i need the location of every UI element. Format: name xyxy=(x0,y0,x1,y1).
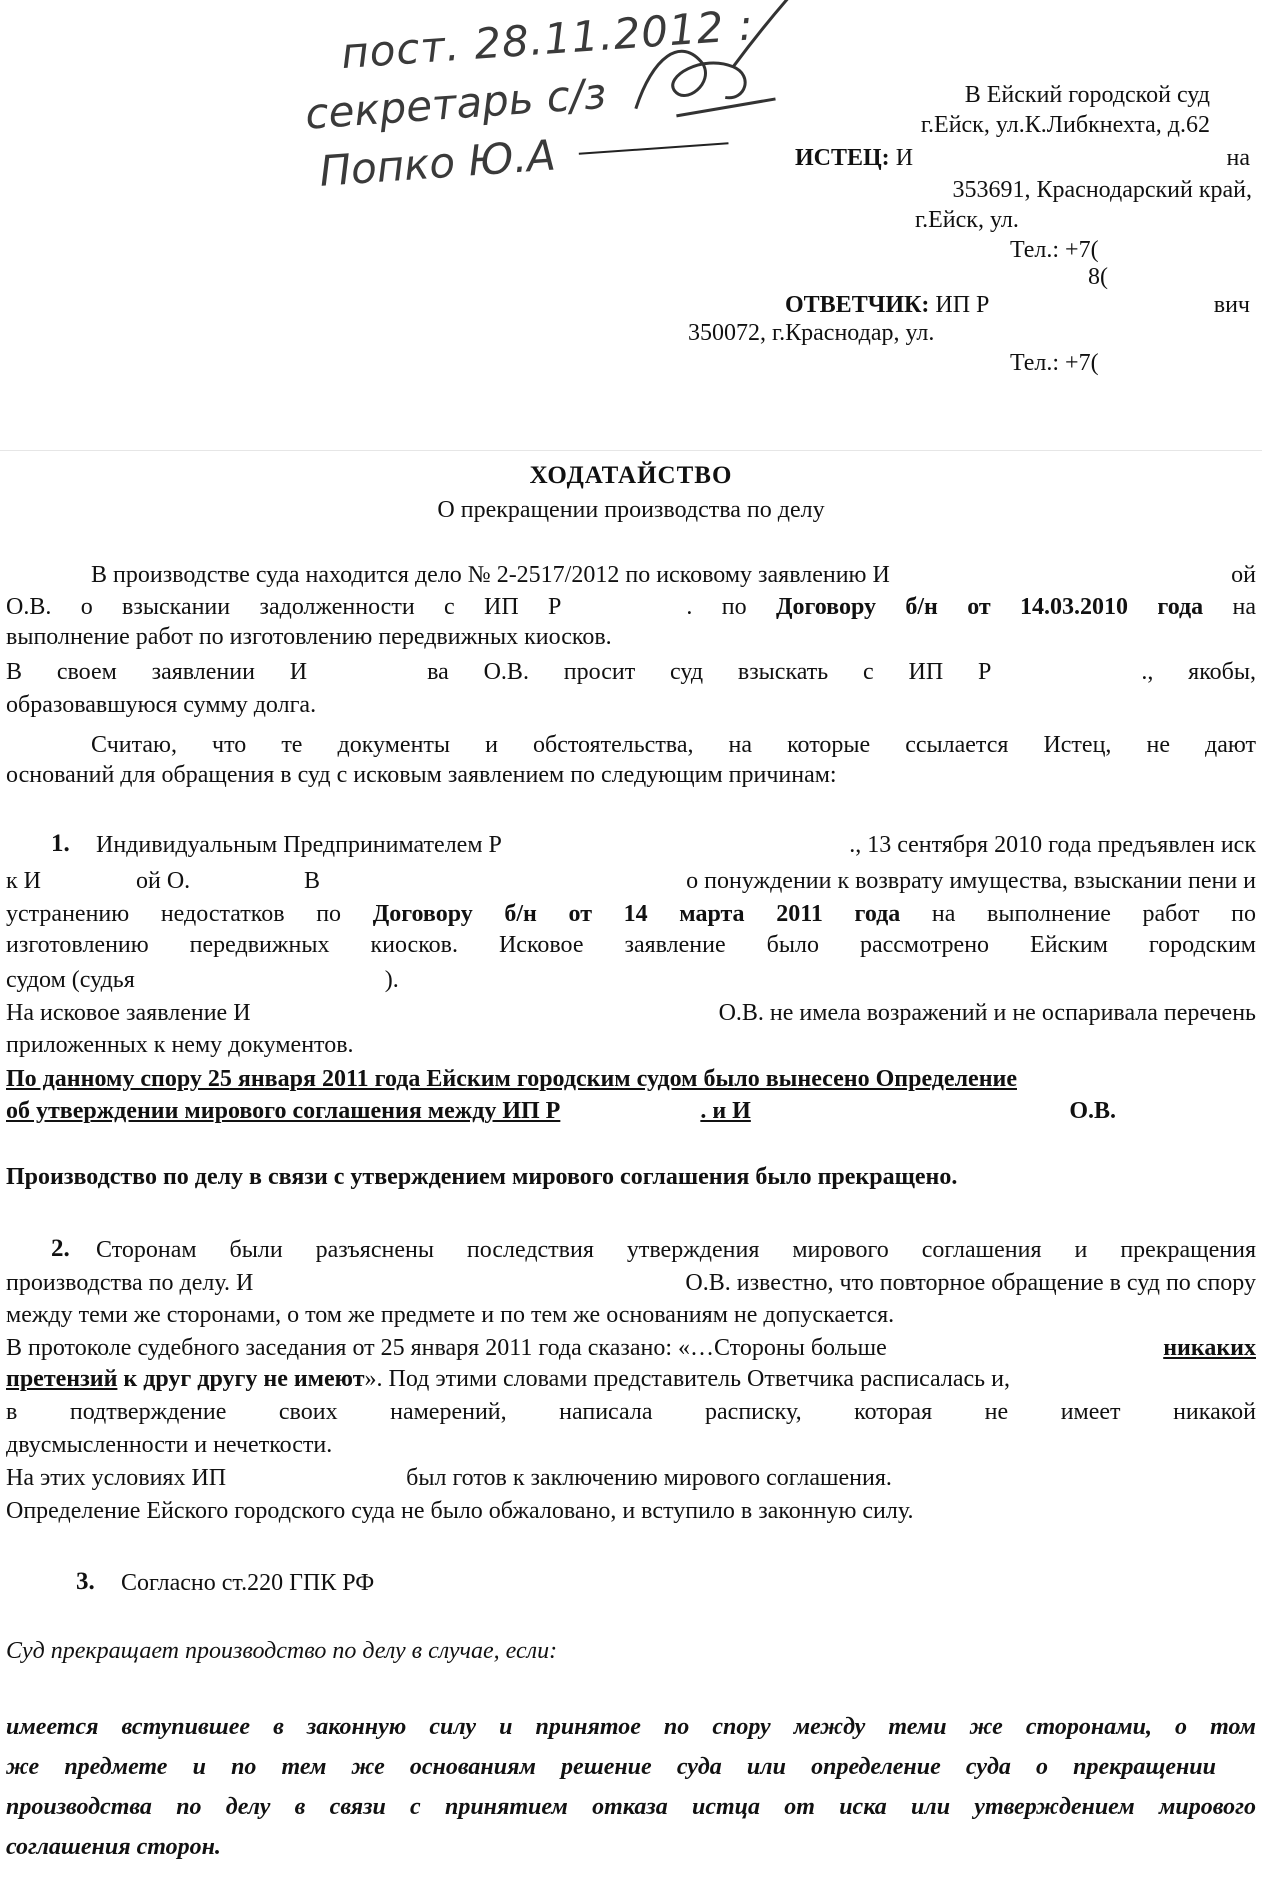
point-1-line-5 xyxy=(6,965,399,995)
point-1-number: 1. xyxy=(51,830,70,857)
point-1-text: ой О. xyxy=(136,868,191,894)
point-2-line-6: в подтверждение своих намерений, написала расписку, которая не имеет никакой xyxy=(6,1399,1256,1425)
point-1-text: О.В. не имела возражений и не оспаривала перечень xyxy=(718,1000,1256,1026)
emphasis-text: к друг другу не имеют xyxy=(123,1366,365,1392)
court-address: г.Ейск, ул.К.Либкнехта, д.62 xyxy=(920,112,1210,138)
point-1-ruling-line-2 xyxy=(6,1096,1116,1126)
document-subtitle: О прекращении производства по делу xyxy=(437,497,825,523)
handwritten-stamp xyxy=(279,0,811,213)
intro-text: ва О.В. просит суд взыскать с ИП Р xyxy=(427,659,992,685)
point-1-text: ). xyxy=(384,967,399,993)
point-2-text: ». Под этими словами представитель Ответчика расписалась и, xyxy=(364,1366,1010,1392)
stamp-line-role: секретарь с/з xyxy=(303,68,608,139)
defendant-name-end: вич xyxy=(1213,292,1250,318)
point-1-line-2 xyxy=(6,866,1256,896)
point-2-text: В протоколе судебного заседания от 25 января 2011 года сказано: «…Стороны больше xyxy=(6,1335,887,1361)
point-1-text: О.В. xyxy=(1069,1098,1116,1124)
plaintiff-address-1: 353691, Краснодарский край, xyxy=(952,177,1252,203)
quote-line-3: производства по делу в связи с принятием отказа истца от иска или утверждением мирового xyxy=(6,1794,1256,1820)
point-1-line-1 xyxy=(96,830,1256,860)
defendant-address: 350072, г.Краснодар, ул. xyxy=(688,320,935,346)
point-1-text: В xyxy=(304,868,321,894)
plaintiff-address-2: г.Ейск, ул. xyxy=(915,207,1019,233)
plaintiff-row xyxy=(795,143,1250,173)
scan-artifact xyxy=(0,450,1262,451)
intro-line-3: выполнение работ по изготовлению передвижных киосков. xyxy=(6,624,612,650)
point-1-text: ., 13 сентября 2010 года предъявлен иск xyxy=(849,832,1256,858)
point-1-text: На исковое заявление И xyxy=(6,1000,251,1026)
point-1-text: о понуждении к возврату имущества, взыскании пени и xyxy=(686,868,1256,894)
point-2-text: был готов к заключению мирового соглашения. xyxy=(406,1465,892,1491)
intro-line-4 xyxy=(6,657,1256,687)
defendant-label: ОТВЕТЧИК: xyxy=(785,292,930,318)
point-1-text: Индивидуальным Предпринимателем Р xyxy=(96,832,502,858)
document-title: ХОДАТАЙСТВО xyxy=(529,462,733,489)
point-2-line-5 xyxy=(6,1364,1256,1394)
quote-line-2: же предмете и по тем же основаниям решение суда или определение суда о прекращении xyxy=(6,1754,1216,1780)
intro-text: на xyxy=(1232,594,1257,620)
point-2-line-8 xyxy=(6,1463,892,1493)
intro-line-7: оснований для обращения в суд с исковым заявлением по следующим причинам: xyxy=(6,762,837,788)
quote-intro: Суд прекращает производство по делу в случае, если: xyxy=(6,1638,558,1664)
contract-reference: Договору б/н от 14.03.2010 года xyxy=(775,594,1204,620)
intro-text: О.В. о взыскании задолженности с ИП Р xyxy=(6,594,562,620)
intro-text: В своем заявлении И xyxy=(6,659,308,685)
point-2-text: На этих условиях ИП xyxy=(6,1465,227,1491)
point-2-number: 2. xyxy=(51,1235,70,1262)
point-1-text: об утверждении мирового соглашения между ИП Р xyxy=(6,1098,561,1124)
court-name: В Ейский городской суд xyxy=(964,82,1210,108)
point-2-line-1: Сторонам были разъяснены последствия утверждения мирового соглашения и прекращения xyxy=(96,1237,1256,1263)
intro-text: . по xyxy=(686,594,747,620)
quote-line-4: соглашения сторон. xyxy=(6,1834,221,1860)
plaintiff-name-end: на xyxy=(1226,145,1250,171)
plaintiff-label: ИСТЕЦ: xyxy=(795,145,890,171)
point-1-text: судом (судья xyxy=(6,967,135,993)
defendant-row xyxy=(785,290,1250,320)
point-3-number: 3. xyxy=(76,1568,95,1595)
point-2-line-9: Определение Ейского городского суда не было обжаловано, и вступило в законную силу. xyxy=(6,1498,914,1524)
point-1-ruling-line-1: По данному спору 25 января 2011 года Ейским городским судом было вынесено Определение xyxy=(6,1066,1017,1092)
defendant-name-start: ИП Р xyxy=(935,292,990,318)
intro-text: В производстве суда находится дело № 2-2517/2012 по исковому заявлению И xyxy=(91,562,890,588)
stamp-line-name: Попко Ю.А xyxy=(317,130,558,196)
defendant-phone: Тел.: +7( xyxy=(1010,350,1099,376)
point-1-conclusion: Производство по делу в связи с утверждением мирового соглашения было прекращено. xyxy=(6,1164,958,1190)
point-1-text: устранению недостатков по xyxy=(6,901,342,927)
intro-text: ой xyxy=(1231,562,1256,588)
point-1-line-6 xyxy=(6,998,1256,1028)
quote-line-1: имеется вступившее в законную силу и принятое по спору между теми же сторонами, о том xyxy=(6,1714,1256,1740)
point-3-text: Согласно ст.220 ГПК РФ xyxy=(121,1570,375,1596)
emphasis-text: претензий xyxy=(6,1366,118,1392)
plaintiff-phone-1: Тел.: +7( xyxy=(1010,237,1099,263)
point-1-line-4: изготовлению передвижных киосков. Исковое заявление было рассмотрено Ейским городским xyxy=(6,932,1256,958)
plaintiff-phone-2: 8( xyxy=(1088,264,1108,290)
intro-line-6: Считаю, что те документы и обстоятельства, на которые ссылается Истец, не дают xyxy=(91,732,1256,758)
point-1-line-7: приложенных к нему документов. xyxy=(6,1032,354,1058)
intro-line-5: образовавшуюся сумму долга. xyxy=(6,692,317,718)
point-1-line-3 xyxy=(6,899,1256,929)
plaintiff-name-start: И xyxy=(895,145,914,171)
point-1-text: к И xyxy=(6,868,41,894)
intro-line-2 xyxy=(6,592,1256,622)
point-2-line-7: двусмысленности и нечеткости. xyxy=(6,1432,333,1458)
intro-text: ., якобы, xyxy=(1141,659,1256,685)
point-2-text: производства по делу. И xyxy=(6,1270,254,1296)
stamp-line-date: пост. 28.11.2012 : xyxy=(339,0,756,79)
point-2-line-2 xyxy=(6,1268,1256,1298)
point-2-text: О.В. известно, что повторное обращение в суд по спору xyxy=(685,1270,1256,1296)
intro-line-1 xyxy=(91,560,1256,590)
point-1-text: . и И xyxy=(700,1098,751,1124)
point-2-line-4 xyxy=(6,1333,1256,1363)
point-2-line-3: между теми же сторонами, о том же предмете и по тем же основаниям не допускается. xyxy=(6,1302,895,1328)
contract-reference: Договору б/н от 14 марта 2011 года xyxy=(372,901,901,927)
emphasis-text: никаких xyxy=(1163,1335,1256,1361)
point-1-text: на выполнение работ по xyxy=(931,901,1256,927)
